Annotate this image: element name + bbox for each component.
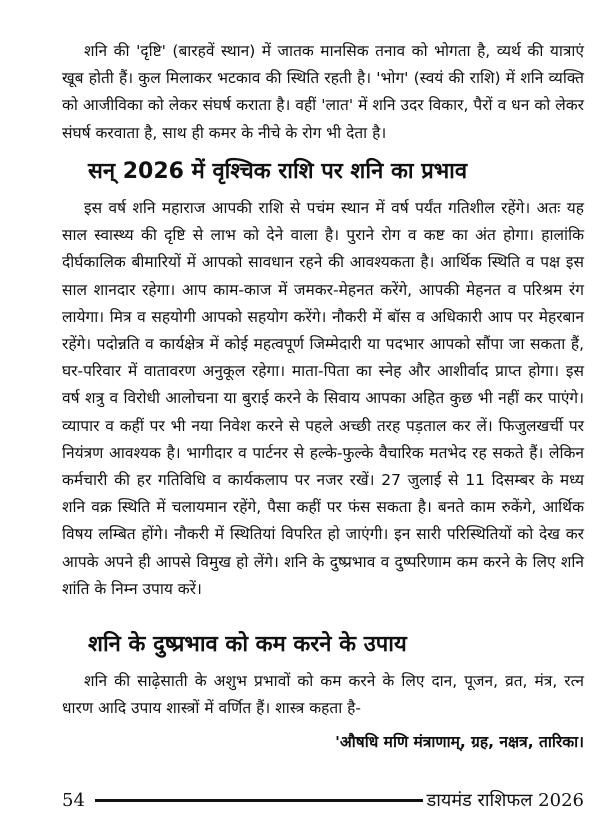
shloka-quote: 'औषधि मणि मंत्राणाम्, ग्रह, नक्षत्र, तारिका।: [335, 733, 584, 751]
footer-rule: [95, 799, 423, 802]
section-heading-saturn-effect: सन् 2026 में वृश्चिक राशि पर शनि का प्रभाव: [88, 159, 468, 184]
intro-paragraph: शनि की 'दृष्टि' (बारहवें स्थान) में जातक मानसिक तनाव को भोगता है, व्यर्थ की यात्राएं खूब होती हैं। कुल मिलाकर भटकाव की स्थिति रहती है। 'भोग' (स्वयं की राशि) में शनि व्यक्ति को आजीविका को लेकर संघर्ष कराता है। वहीं 'लात' में शनि उदर विकार, पैरों व धन को लेकर संघर्ष करवाता है, साथ ही कमर के नीचे के रोग भी देता है।: [62, 42, 584, 142]
page-footer: [62, 787, 584, 813]
page-number: 54: [62, 789, 85, 811]
book-title: डायमंड राशिफल 2026: [426, 790, 584, 811]
remedy-paragraph: शनि की साढ़ेसाती के अशुभ प्रभावों को कम करने के लिए दान, पूजन, व्रत, मंत्र, रत्न धारण आदि उपाय शास्त्रों में वर्णित हैं। शास्त्र कहता है-: [62, 672, 584, 718]
main-paragraph: इस वर्ष शनि महाराज आपकी राशि से पचंम स्थान में वर्ष पर्यंत गतिशील रहेंगे। अतः यह साल स्वास्थ्य की दृष्टि से लाभ को देने वाला है। पुराने रोग व कष्ट का अंत होगा। हालांकि दीर्घकालिक बीमारियों में आपको सावधान रहने की आवश्यकता है। आर्थिक स्थिति व पक्ष इस साल शानदार रहेगा। आप काम-काज में जमकर-मेहनत करेंगे, आपकी मेहनत व परिश्रम रंग लायेगा। मित्र व सहयोगी आपको सहयोग करेंगे। नौकरी में बॉस व अधिकारी आप पर मेहरबान रहेंगे। पदोन्नति व कार्यक्षेत्र में कोई महत्वपूर्ण जिम्मेदारी या पदभार आपको सौंपा जा सकता हैं, घर-परिवार में वातावरण अनुकूल रहेगा। माता-पिता का स्नेह और आशीर्वाद प्राप्त होगा। इस वर्ष शत्रु व विरोधी आलोचना या बुराई करने के सिवाय आपका अहित कुछ भी नहीं कर पाएंगे। व्यापार व कहीं पर भी नया निवेश करने से पहले अच्छी तरह पड़ताल कर लें। फिजुलखर्ची पर नियंत्रण आवश्यक है। भागीदार व पार्टनर से हल्के-फुल्के वैचारिक मतभेद रह सकते हैं। लेकिन कर्मचारी की हर गतिविधि व कार्यकलाप पर नजर रखें। 27 जुलाई से 11 दिसम्बर के मध्य शनि वक्र स्थिति में चलायमान रहेंगे, पैसा कहीं पर फंस सकता है। बनते काम रुकेंगे, आर्थिक विषय लम्बित होंगे। नौकरी में स्थितियां विपरित हो जाएंगी। इन सारी परिस्थितियों को देख कर आपके अपने ही आपसे विमुख हो लेंगे। शनि के दुष्प्रभाव व दुष्परिणाम कम करने के लिए शनि शांति के निम्न उपाय करें।: [62, 199, 584, 598]
section-heading-remedies: शनि के दुष्प्रभाव को कम करने के उपाय: [88, 632, 407, 657]
